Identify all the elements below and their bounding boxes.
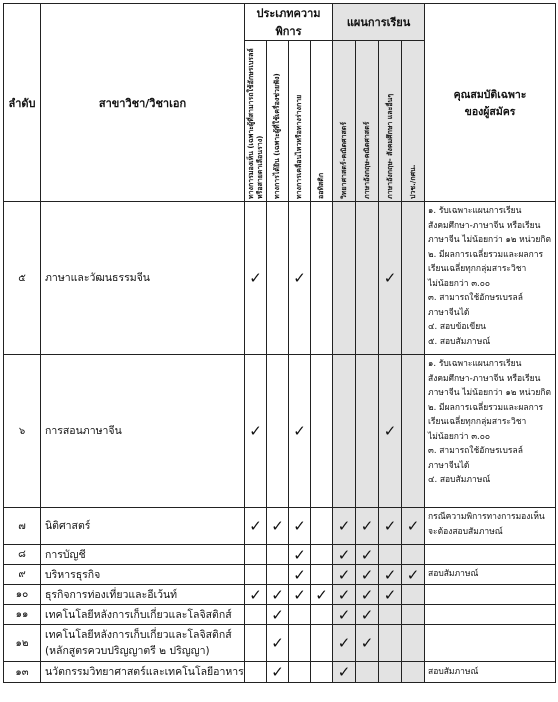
check-mark-icon: ✓: [271, 605, 284, 624]
check-mark-icon: ✓: [383, 422, 397, 440]
study-plan-group-header: แผนการเรียน: [333, 4, 425, 41]
row-number: ๙: [4, 565, 41, 585]
check-cell: [311, 605, 333, 625]
row-number: ๑๑: [4, 605, 41, 625]
plan-header: วิทยาศาสตร์-คณิตศาสตร์: [339, 121, 348, 199]
check-cell: [245, 585, 267, 605]
table-row: [4, 508, 556, 545]
major-name: ธุรกิจการท่องเที่ยวและอีเว้นท์: [41, 585, 245, 605]
check-cell: [289, 545, 311, 565]
check-mark-icon: ✓: [293, 422, 306, 440]
check-cell: [267, 355, 289, 508]
qualification-note: [425, 545, 556, 565]
major-name: บริหารธุรกิจ: [41, 565, 245, 585]
check-cell: [289, 508, 311, 545]
table-row: [4, 625, 556, 662]
row-number: ๘: [4, 545, 41, 565]
plan-header: ภาษาอังกฤษ-คณิตศาสตร์: [362, 121, 371, 199]
check-cell: [311, 662, 333, 683]
check-cell: [245, 545, 267, 565]
table-body: [4, 202, 556, 683]
check-cell: [379, 202, 402, 355]
check-cell: [289, 202, 311, 355]
check-cell: [356, 545, 379, 565]
qualification-note: สอบสัมภาษณ์: [425, 662, 556, 683]
check-mark-icon: ✓: [337, 545, 351, 564]
check-mark-icon: ✓: [383, 565, 397, 584]
check-cell: [333, 355, 356, 508]
disability-type-header: ทางการได้ยิน (เฉพาะผู้ที่ใช้เครื่องช่วยฟัง): [273, 73, 281, 199]
check-mark-icon: ✓: [271, 663, 284, 681]
check-cell: [267, 565, 289, 585]
qualification-note: [425, 605, 556, 625]
check-cell: [245, 508, 267, 545]
major-name: เทคโนโลยีหลังการเก็บเกี่ยวและโลจิสติกส์ (หลักสูตรควบปริญญาตรี ๒ ปริญญา): [41, 625, 245, 662]
check-cell: [379, 355, 402, 508]
check-mark-icon: ✓: [293, 545, 306, 564]
check-mark-icon: ✓: [360, 545, 374, 564]
check-cell: [267, 508, 289, 545]
check-cell: [333, 565, 356, 585]
table-row: [4, 662, 556, 683]
check-mark-icon: ✓: [293, 269, 306, 287]
table-row: [4, 565, 556, 585]
check-cell: [333, 508, 356, 545]
qualification-note: ๑. รับเฉพาะแผนการเรียน สังคมศึกษา-ภาษาจีน หรือเรียน ภาษาจีน ไม่น้อยกว่า ๑๒ หน่วยกิต ๒. มีผลการเฉลี่ยรวมและผลการ เรียนเฉลี่ยทุกกลุ่มสาระวิชา ไม่น้อยกว่า ๓.๐๐ ๓. สามารถใช้อักษรเบรลล์ ภาษาจีนได้ ๔. สอบข้อเขียน ๕. สอบสัมภาษณ์: [425, 202, 556, 355]
check-cell: [267, 662, 289, 683]
check-cell: [245, 625, 267, 662]
check-cell: [245, 355, 267, 508]
row-number: ๖: [4, 355, 41, 508]
check-cell: [379, 508, 402, 545]
check-cell: [356, 202, 379, 355]
check-cell: [379, 545, 402, 565]
row-number: ๑๒: [4, 625, 41, 662]
disability-type-header: ทางการเคลื่อนไหวหรือทางร่างกาย: [295, 94, 303, 199]
check-cell: [379, 662, 402, 683]
check-cell: [311, 545, 333, 565]
major-name: นวัตกรรมวิทยาศาสตร์และเทคโนโลยีอาหาร: [41, 662, 245, 683]
check-mark-icon: ✓: [271, 585, 284, 604]
check-mark-icon: ✓: [360, 634, 374, 652]
check-mark-icon: ✓: [249, 422, 262, 440]
check-cell: [311, 585, 333, 605]
check-mark-icon: ✓: [337, 605, 351, 624]
check-cell: [311, 508, 333, 545]
check-cell: [356, 605, 379, 625]
check-mark-icon: ✓: [360, 517, 374, 535]
check-cell: [333, 585, 356, 605]
check-mark-icon: ✓: [383, 585, 397, 604]
major-name: การสอนภาษาจีน: [41, 355, 245, 508]
check-cell: [402, 585, 425, 605]
check-cell: [289, 355, 311, 508]
check-mark-icon: ✓: [383, 269, 397, 287]
major-name: เทคโนโลยีหลังการเก็บเกี่ยวและโลจิสติกส์: [41, 605, 245, 625]
order-header: ลำดับ: [4, 4, 41, 202]
disability-group-header: ประเภทความพิการ: [245, 4, 333, 41]
check-cell: [245, 565, 267, 585]
check-cell: [402, 565, 425, 585]
qualification-note: กรณีความพิการทางการมองเห็น จะต้องสอบสัมภาษณ์: [425, 508, 556, 545]
check-cell: [289, 662, 311, 683]
plan-header: ภาษาอังกฤษ- สังคมศึกษา และอื่นๆ: [385, 93, 394, 199]
check-cell: [333, 605, 356, 625]
check-mark-icon: ✓: [337, 565, 351, 584]
check-cell: [402, 605, 425, 625]
check-cell: [245, 202, 267, 355]
check-mark-icon: ✓: [271, 634, 284, 652]
check-cell: [402, 662, 425, 683]
table-row: [4, 605, 556, 625]
table-row: [4, 545, 556, 565]
check-cell: [402, 625, 425, 662]
check-cell: [356, 355, 379, 508]
check-cell: [333, 625, 356, 662]
check-cell: [379, 565, 402, 585]
row-number: ๕: [4, 202, 41, 355]
check-cell: [402, 508, 425, 545]
plan-header: ปวช./กศน.: [408, 164, 417, 199]
check-cell: [333, 662, 356, 683]
table-row: [4, 355, 556, 508]
check-cell: [379, 585, 402, 605]
check-mark-icon: ✓: [249, 585, 262, 604]
check-mark-icon: ✓: [293, 565, 306, 584]
check-cell: [289, 565, 311, 585]
check-cell: [267, 605, 289, 625]
check-cell: [311, 202, 333, 355]
check-cell: [289, 625, 311, 662]
major-name: การบัญชี: [41, 545, 245, 565]
disability-type-header: ทางการมองเห็น (เฉพาะผู้ที่สามารถใช้อักษรเบรลล์ หรือสายตาเลือนราง): [246, 48, 264, 199]
qualification-note: [425, 585, 556, 605]
qualification-note: ๑. รับเฉพาะแผนการเรียน สังคมศึกษา-ภาษาจีน หรือเรียน ภาษาจีน ไม่น้อยกว่า ๑๒ หน่วยกิต ๒. มีผลการเฉลี่ยรวมและผลการ เรียนเฉลี่ยทุกกลุ่มสาระวิชา ไม่น้อยกว่า ๓.๐๐ ๓. สามารถใช้อักษรเบรลล์ ภาษาจีนได้ ๔. สอบสัมภาษณ์: [425, 355, 556, 508]
check-mark-icon: ✓: [293, 517, 306, 535]
check-cell: [311, 355, 333, 508]
qualifications-header: คุณสมบัติเฉพาะ ของผู้สมัคร: [425, 4, 556, 202]
check-mark-icon: ✓: [337, 517, 351, 535]
check-cell: [402, 545, 425, 565]
check-cell: [289, 605, 311, 625]
check-cell: [356, 625, 379, 662]
check-cell: [245, 605, 267, 625]
row-number: ๗: [4, 508, 41, 545]
check-mark-icon: ✓: [249, 269, 262, 287]
check-mark-icon: ✓: [406, 565, 420, 584]
row-number: ๑๐: [4, 585, 41, 605]
table-row: [4, 202, 556, 355]
check-cell: [379, 605, 402, 625]
check-cell: [267, 585, 289, 605]
check-cell: [356, 565, 379, 585]
check-mark-icon: ✓: [360, 565, 374, 584]
check-cell: [311, 565, 333, 585]
check-mark-icon: ✓: [249, 517, 262, 535]
check-cell: [289, 585, 311, 605]
check-mark-icon: ✓: [383, 517, 397, 535]
check-cell: [356, 662, 379, 683]
qualification-note: [425, 625, 556, 662]
major-header: สาขาวิชา/วิชาเอก: [41, 4, 245, 202]
check-cell: [333, 545, 356, 565]
major-name: นิติศาสตร์: [41, 508, 245, 545]
check-mark-icon: ✓: [337, 634, 351, 652]
check-cell: [356, 585, 379, 605]
check-mark-icon: ✓: [337, 663, 351, 681]
table-row: [4, 585, 556, 605]
check-cell: [402, 202, 425, 355]
qualification-note: สอบสัมภาษณ์: [425, 565, 556, 585]
check-mark-icon: ✓: [360, 605, 374, 624]
check-cell: [333, 202, 356, 355]
check-cell: [267, 545, 289, 565]
check-mark-icon: ✓: [293, 585, 306, 604]
check-mark-icon: ✓: [271, 517, 284, 535]
disability-type-header: ออทิสติก: [317, 172, 326, 199]
row-number: ๑๓: [4, 662, 41, 683]
major-name: ภาษาและวัฒนธรรมจีน: [41, 202, 245, 355]
check-cell: [311, 625, 333, 662]
check-mark-icon: ✓: [360, 585, 374, 604]
admission-table: [3, 3, 556, 683]
check-mark-icon: ✓: [315, 585, 328, 604]
check-cell: [402, 355, 425, 508]
check-cell: [245, 662, 267, 683]
check-mark-icon: ✓: [337, 585, 351, 604]
check-cell: [356, 508, 379, 545]
check-cell: [267, 202, 289, 355]
check-mark-icon: ✓: [406, 517, 420, 535]
check-cell: [379, 625, 402, 662]
check-cell: [267, 625, 289, 662]
